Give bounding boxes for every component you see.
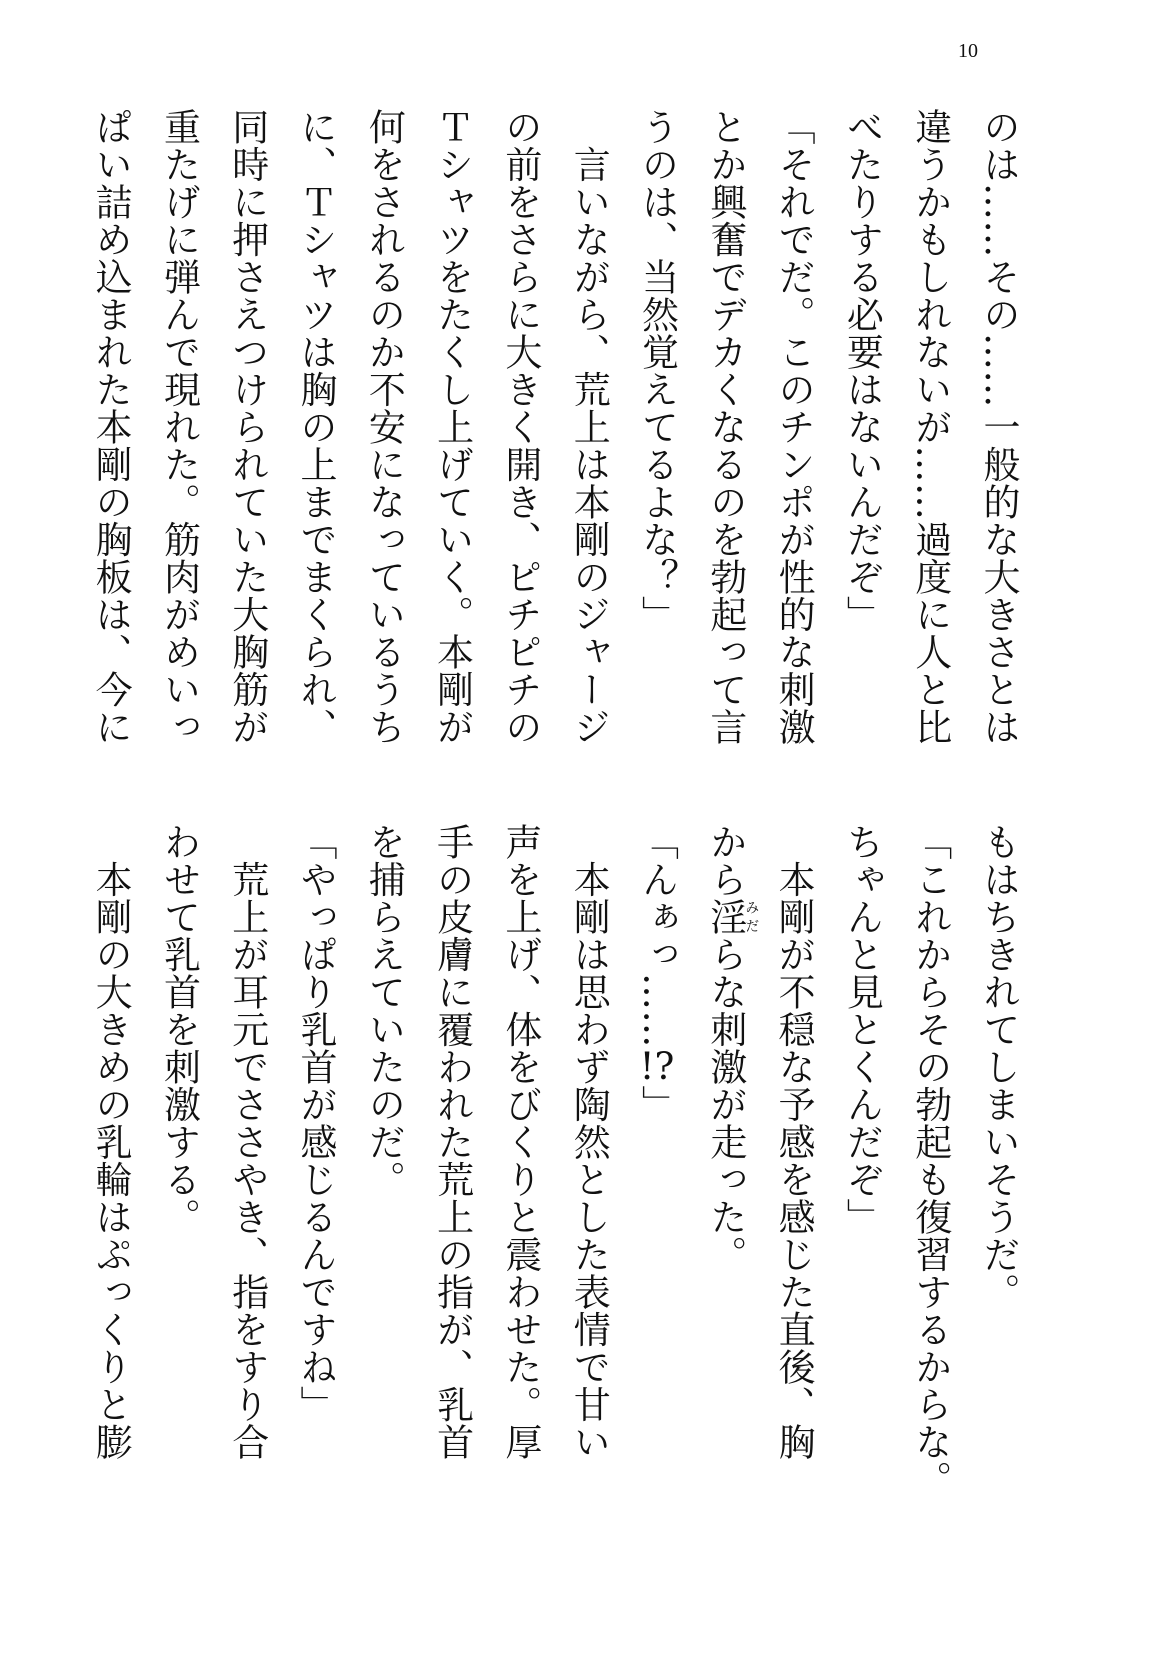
text-line: ぱい詰め込まれた本剛の胸板は、今に xyxy=(89,108,133,746)
text-line: 荒上が耳元でささやき、指をすり合 xyxy=(225,823,269,1461)
text-line: 重たげに弾んで現れた。筋肉がめいっ xyxy=(157,108,201,746)
text-segment: 」 xyxy=(635,1085,679,1123)
text-segment: らな刺激が走った。 xyxy=(703,935,747,1273)
text-line: 声を上げ、体をびくりと震わせた。厚 xyxy=(498,823,542,1461)
text-line: に、Ｔシャツは胸の上までまくられ、 xyxy=(294,108,338,746)
text-line: 本剛が不穏な予感を感じた直後、胸 xyxy=(772,823,816,1461)
text-line: 「それでだ。このチンポが性的な刺激 xyxy=(772,108,816,746)
text-line: わせて乳首を刺激する。 xyxy=(157,823,201,1236)
text-line: を捕らえていたのだ。 xyxy=(362,823,406,1198)
ruby-reading: みだ xyxy=(743,898,760,936)
text-segment: 「んぁっ…… xyxy=(635,823,679,1048)
text-line: 本剛の大きめの乳輪はぷっくりと膨 xyxy=(89,823,133,1461)
text-line: 手の皮膚に覆われた荒上の指が、乳首 xyxy=(430,823,474,1461)
text-line: Ｔシャツをたくし上げていく。本剛が xyxy=(430,108,474,746)
tate-chu-yoko: !? xyxy=(639,1048,675,1085)
text-line: 違うかもしれないが……過度に人と比 xyxy=(908,108,952,746)
text-line: うのは、当然覚えてるよな？」 xyxy=(635,108,679,633)
text-line: 本剛は思わず陶然とした表情で甘い xyxy=(567,823,611,1461)
page-number: 10 xyxy=(958,40,978,62)
text-line: 同時に押さえつけられていた大胸筋が xyxy=(225,108,269,746)
text-line: 言いながら、荒上は本剛のジャージ xyxy=(567,108,611,746)
text-line: 何をされるのか不安になっているうち xyxy=(362,108,406,746)
text-line: ちゃんと見とくんだぞ」 xyxy=(840,823,884,1236)
text-line: 「やっぱり乳首が感じるんですね」 xyxy=(294,823,338,1423)
text-line xyxy=(691,823,759,1473)
ruby-annotation xyxy=(703,898,760,936)
text-segment: から xyxy=(703,823,747,898)
text-line: とか興奮でデカくなるのを勃起って言 xyxy=(703,108,747,746)
text-line: べたりする必要はないんだぞ」 xyxy=(840,108,884,633)
text-block-top xyxy=(72,108,1032,758)
text-block-bottom xyxy=(72,823,1032,1498)
text-line: もはちきれてしまいそうだ。 xyxy=(977,823,1020,1311)
text-line: のは……その……一般的な大きさとは xyxy=(977,108,1020,746)
text-line: 「これからその勃起も復習するからな。 xyxy=(908,823,952,1498)
text-line xyxy=(622,823,690,1473)
text-line: の前をさらに大きく開き、ピチピチの xyxy=(498,108,542,746)
ruby-base: 淫 xyxy=(703,898,747,936)
